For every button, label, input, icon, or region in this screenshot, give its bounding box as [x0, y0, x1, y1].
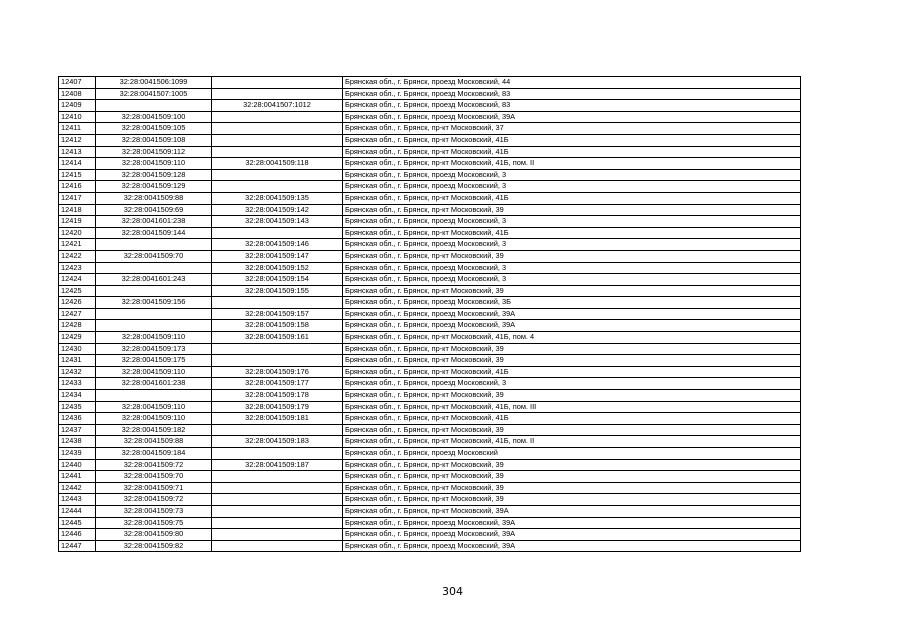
row-number-cell: 12425 — [59, 285, 96, 297]
parent-cadastral-number-cell: 32:28:0041509:176 — [212, 366, 343, 378]
parent-cadastral-number-cell: 32:28:0041509:181 — [212, 413, 343, 425]
table-row — [59, 100, 801, 112]
table-row — [59, 88, 801, 100]
table-row — [59, 111, 801, 123]
row-number-cell: 12439 — [59, 448, 96, 460]
parent-cadastral-number-cell — [212, 146, 343, 158]
row-number-cell: 12422 — [59, 250, 96, 262]
table-row — [59, 355, 801, 367]
table-row — [59, 227, 801, 239]
table-row — [59, 216, 801, 228]
row-number-cell: 12440 — [59, 459, 96, 471]
row-number-cell: 12433 — [59, 378, 96, 390]
cadastral-number-cell: 32:28:0041509:108 — [96, 134, 212, 146]
address-cell: Брянская обл., г. Брянск, пр-кт Московский, 41Б — [343, 192, 801, 204]
address-cell: Брянская обл., г. Брянск, пр-кт Московский, 39 — [343, 390, 801, 402]
cadastral-number-cell: 32:28:0041509:110 — [96, 158, 212, 170]
table-row — [59, 169, 801, 181]
parent-cadastral-number-cell: 32:28:0041509:157 — [212, 308, 343, 320]
address-cell: Брянская обл., г. Брянск, проезд Московский, 3 — [343, 216, 801, 228]
cadastral-number-cell: 32:28:0041509:184 — [96, 448, 212, 460]
address-cell: Брянская обл., г. Брянск, пр-кт Московский, 39 — [343, 355, 801, 367]
parent-cadastral-number-cell — [212, 227, 343, 239]
table-row — [59, 285, 801, 297]
parent-cadastral-number-cell: 32:28:0041509:179 — [212, 401, 343, 413]
row-number-cell: 12430 — [59, 343, 96, 355]
parent-cadastral-number-cell: 32:28:0041509:146 — [212, 239, 343, 251]
row-number-cell: 12413 — [59, 146, 96, 158]
cadastral-number-cell: 32:28:0041601:243 — [96, 274, 212, 286]
cadastral-number-cell — [96, 320, 212, 332]
parent-cadastral-number-cell — [212, 424, 343, 436]
cadastral-number-cell: 32:28:0041509:110 — [96, 332, 212, 344]
cadastral-number-cell: 32:28:0041509:88 — [96, 192, 212, 204]
address-cell: Брянская обл., г. Брянск, проезд Московский, 44 — [343, 77, 801, 89]
parent-cadastral-number-cell — [212, 77, 343, 89]
parent-cadastral-number-cell: 32:28:0041509:158 — [212, 320, 343, 332]
address-cell: Брянская обл., г. Брянск, пр-кт Московский, 39 — [343, 482, 801, 494]
row-number-cell: 12443 — [59, 494, 96, 506]
row-number-cell: 12434 — [59, 390, 96, 402]
table-row — [59, 540, 801, 552]
row-number-cell: 12431 — [59, 355, 96, 367]
table-row — [59, 482, 801, 494]
parent-cadastral-number-cell — [212, 343, 343, 355]
parent-cadastral-number-cell — [212, 540, 343, 552]
address-cell: Брянская обл., г. Брянск, пр-кт Московский, 41Б, пом. 4 — [343, 332, 801, 344]
cadastral-number-cell: 32:28:0041509:156 — [96, 297, 212, 309]
cadastral-number-cell: 32:28:0041509:88 — [96, 436, 212, 448]
address-cell: Брянская обл., г. Брянск, пр-кт Московский, 39 — [343, 285, 801, 297]
row-number-cell: 12410 — [59, 111, 96, 123]
parent-cadastral-number-cell: 32:28:0041509:187 — [212, 459, 343, 471]
parent-cadastral-number-cell: 32:28:0041509:143 — [212, 216, 343, 228]
cadastral-number-cell — [96, 390, 212, 402]
address-cell: Брянская обл., г. Брянск, проезд Московский, 3 — [343, 262, 801, 274]
table-row — [59, 181, 801, 193]
cadastral-number-cell: 32:28:0041509:173 — [96, 343, 212, 355]
table-row — [59, 459, 801, 471]
cadastral-number-cell: 32:28:0041509:72 — [96, 459, 212, 471]
row-number-cell: 12409 — [59, 100, 96, 112]
row-number-cell: 12408 — [59, 88, 96, 100]
table-row — [59, 378, 801, 390]
parent-cadastral-number-cell: 32:28:0041507:1012 — [212, 100, 343, 112]
cadastral-number-cell: 32:28:0041509:175 — [96, 355, 212, 367]
table-row — [59, 274, 801, 286]
cadastral-number-cell: 32:28:0041509:110 — [96, 366, 212, 378]
table-row — [59, 401, 801, 413]
parent-cadastral-number-cell — [212, 482, 343, 494]
cadastral-number-cell: 32:28:0041509:73 — [96, 505, 212, 517]
cadastral-number-cell: 32:28:0041509:82 — [96, 540, 212, 552]
address-cell: Брянская обл., г. Брянск, пр-кт Московский, 39 — [343, 250, 801, 262]
cadastral-number-cell — [96, 308, 212, 320]
address-cell: Брянская обл., г. Брянск, пр-кт Московский, 39 — [343, 471, 801, 483]
row-number-cell: 12420 — [59, 227, 96, 239]
row-number-cell: 12424 — [59, 274, 96, 286]
row-number-cell: 12414 — [59, 158, 96, 170]
address-cell: Брянская обл., г. Брянск, пр-кт Московский, 39 — [343, 204, 801, 216]
table-row — [59, 262, 801, 274]
parent-cadastral-number-cell: 32:28:0041509:147 — [212, 250, 343, 262]
table-row — [59, 77, 801, 89]
row-number-cell: 12429 — [59, 332, 96, 344]
cadastral-number-cell: 32:28:0041509:110 — [96, 413, 212, 425]
row-number-cell: 12407 — [59, 77, 96, 89]
cadastral-number-cell: 32:28:0041509:72 — [96, 494, 212, 506]
parent-cadastral-number-cell — [212, 169, 343, 181]
table-row — [59, 192, 801, 204]
table-row — [59, 308, 801, 320]
parent-cadastral-number-cell: 32:28:0041509:135 — [212, 192, 343, 204]
row-number-cell: 12423 — [59, 262, 96, 274]
table-row — [59, 320, 801, 332]
parent-cadastral-number-cell: 32:28:0041509:178 — [212, 390, 343, 402]
cadastral-number-cell — [96, 239, 212, 251]
cadastral-number-cell — [96, 285, 212, 297]
address-cell: Брянская обл., г. Брянск, пр-кт Московский, 37 — [343, 123, 801, 135]
table-row — [59, 297, 801, 309]
cadastral-number-cell: 32:28:0041509:128 — [96, 169, 212, 181]
row-number-cell: 12417 — [59, 192, 96, 204]
row-number-cell: 12447 — [59, 540, 96, 552]
address-cell: Брянская обл., г. Брянск, проезд Московский, 83 — [343, 88, 801, 100]
table-row — [59, 123, 801, 135]
table-row — [59, 239, 801, 251]
parent-cadastral-number-cell — [212, 529, 343, 541]
property-table-body — [59, 77, 801, 552]
address-cell: Брянская обл., г. Брянск, пр-кт Московский, 39 — [343, 494, 801, 506]
address-cell: Брянская обл., г. Брянск, проезд Московский, 3 — [343, 181, 801, 193]
parent-cadastral-number-cell — [212, 494, 343, 506]
cadastral-number-cell: 32:28:0041509:71 — [96, 482, 212, 494]
parent-cadastral-number-cell: 32:28:0041509:152 — [212, 262, 343, 274]
address-cell: Брянская обл., г. Брянск, проезд Московский, 3 — [343, 274, 801, 286]
row-number-cell: 12412 — [59, 134, 96, 146]
table-row — [59, 343, 801, 355]
table-row — [59, 424, 801, 436]
address-cell: Брянская обл., г. Брянск, проезд Московский, 39А — [343, 540, 801, 552]
table-row — [59, 390, 801, 402]
table-row — [59, 436, 801, 448]
address-cell: Брянская обл., г. Брянск, проезд Московский, 83 — [343, 100, 801, 112]
parent-cadastral-number-cell — [212, 355, 343, 367]
table-row — [59, 413, 801, 425]
address-cell: Брянская обл., г. Брянск, проезд Московский, 39А — [343, 517, 801, 529]
address-cell: Брянская обл., г. Брянск, пр-кт Московский, 39 — [343, 424, 801, 436]
table-row — [59, 494, 801, 506]
parent-cadastral-number-cell: 32:28:0041509:177 — [212, 378, 343, 390]
table-row — [59, 529, 801, 541]
table-row — [59, 204, 801, 216]
parent-cadastral-number-cell — [212, 448, 343, 460]
row-number-cell: 12428 — [59, 320, 96, 332]
address-cell: Брянская обл., г. Брянск, проезд Московский, 3Б — [343, 297, 801, 309]
cadastral-number-cell — [96, 100, 212, 112]
row-number-cell: 12426 — [59, 297, 96, 309]
row-number-cell: 12441 — [59, 471, 96, 483]
table-row — [59, 250, 801, 262]
row-number-cell: 12445 — [59, 517, 96, 529]
cadastral-number-cell: 32:28:0041509:80 — [96, 529, 212, 541]
parent-cadastral-number-cell: 32:28:0041509:183 — [212, 436, 343, 448]
table-row — [59, 517, 801, 529]
address-cell: Брянская обл., г. Брянск, пр-кт Московский, 41Б — [343, 227, 801, 239]
parent-cadastral-number-cell — [212, 123, 343, 135]
parent-cadastral-number-cell — [212, 297, 343, 309]
address-cell: Брянская обл., г. Брянск, пр-кт Московский, 41Б, пом. II — [343, 158, 801, 170]
row-number-cell: 12418 — [59, 204, 96, 216]
parent-cadastral-number-cell: 32:28:0041509:118 — [212, 158, 343, 170]
parent-cadastral-number-cell — [212, 505, 343, 517]
cadastral-number-cell: 32:28:0041509:70 — [96, 250, 212, 262]
row-number-cell: 12438 — [59, 436, 96, 448]
row-number-cell: 12427 — [59, 308, 96, 320]
parent-cadastral-number-cell: 32:28:0041509:161 — [212, 332, 343, 344]
row-number-cell: 12435 — [59, 401, 96, 413]
address-cell: Брянская обл., г. Брянск, проезд Московский, 39А — [343, 111, 801, 123]
cadastral-number-cell: 32:28:0041509:129 — [96, 181, 212, 193]
address-cell: Брянская обл., г. Брянск, пр-кт Московский, 39А — [343, 505, 801, 517]
parent-cadastral-number-cell — [212, 134, 343, 146]
row-number-cell: 12446 — [59, 529, 96, 541]
row-number-cell: 12437 — [59, 424, 96, 436]
cadastral-number-cell: 32:28:0041509:75 — [96, 517, 212, 529]
row-number-cell: 12419 — [59, 216, 96, 228]
address-cell: Брянская обл., г. Брянск, проезд Московский — [343, 448, 801, 460]
row-number-cell: 12432 — [59, 366, 96, 378]
parent-cadastral-number-cell — [212, 88, 343, 100]
cadastral-number-cell: 32:28:0041506:1099 — [96, 77, 212, 89]
cadastral-number-cell: 32:28:0041509:112 — [96, 146, 212, 158]
parent-cadastral-number-cell — [212, 111, 343, 123]
page-number: 304 — [442, 585, 463, 598]
table-row — [59, 332, 801, 344]
table-row — [59, 448, 801, 460]
parent-cadastral-number-cell — [212, 517, 343, 529]
address-cell: Брянская обл., г. Брянск, пр-кт Московский, 41Б — [343, 413, 801, 425]
parent-cadastral-number-cell: 32:28:0041509:142 — [212, 204, 343, 216]
address-cell: Брянская обл., г. Брянск, пр-кт Московский, 41Б — [343, 146, 801, 158]
row-number-cell: 12416 — [59, 181, 96, 193]
table-row — [59, 134, 801, 146]
parent-cadastral-number-cell — [212, 181, 343, 193]
row-number-cell: 12411 — [59, 123, 96, 135]
cadastral-number-cell: 32:28:0041509:69 — [96, 204, 212, 216]
cadastral-number-cell: 32:28:0041509:105 — [96, 123, 212, 135]
address-cell: Брянская обл., г. Брянск, проезд Московский, 39А — [343, 320, 801, 332]
table-row — [59, 146, 801, 158]
cadastral-number-cell: 32:28:0041509:110 — [96, 401, 212, 413]
row-number-cell: 12415 — [59, 169, 96, 181]
address-cell: Брянская обл., г. Брянск, проезд Московский, 3 — [343, 169, 801, 181]
cadastral-number-cell: 32:28:0041509:70 — [96, 471, 212, 483]
row-number-cell: 12436 — [59, 413, 96, 425]
parent-cadastral-number-cell: 32:28:0041509:154 — [212, 274, 343, 286]
address-cell: Брянская обл., г. Брянск, проезд Московский, 39А — [343, 308, 801, 320]
address-cell: Брянская обл., г. Брянск, пр-кт Московский, 41Б, пом. III — [343, 401, 801, 413]
table-row — [59, 366, 801, 378]
row-number-cell: 12442 — [59, 482, 96, 494]
address-cell: Брянская обл., г. Брянск, пр-кт Московский, 39 — [343, 343, 801, 355]
cadastral-number-cell — [96, 262, 212, 274]
row-number-cell: 12444 — [59, 505, 96, 517]
property-table — [58, 76, 801, 552]
cadastral-number-cell: 32:28:0041509:182 — [96, 424, 212, 436]
cadastral-number-cell: 32:28:0041509:100 — [96, 111, 212, 123]
address-cell: Брянская обл., г. Брянск, проезд Московский, 3 — [343, 239, 801, 251]
address-cell: Брянская обл., г. Брянск, проезд Московский, 39А — [343, 529, 801, 541]
address-cell: Брянская обл., г. Брянск, пр-кт Московский, 39 — [343, 459, 801, 471]
row-number-cell: 12421 — [59, 239, 96, 251]
address-cell: Брянская обл., г. Брянск, проезд Московский, 3 — [343, 378, 801, 390]
address-cell: Брянская обл., г. Брянск, пр-кт Московский, 41Б — [343, 366, 801, 378]
table-row — [59, 471, 801, 483]
cadastral-number-cell: 32:28:0041507:1005 — [96, 88, 212, 100]
address-cell: Брянская обл., г. Брянск, пр-кт Московский, 41Б, пом. II — [343, 436, 801, 448]
cadastral-number-cell: 32:28:0041601:238 — [96, 378, 212, 390]
table-row — [59, 158, 801, 170]
address-cell: Брянская обл., г. Брянск, пр-кт Московский, 41Б — [343, 134, 801, 146]
parent-cadastral-number-cell — [212, 471, 343, 483]
parent-cadastral-number-cell: 32:28:0041509:155 — [212, 285, 343, 297]
table-row — [59, 505, 801, 517]
cadastral-number-cell: 32:28:0041601:238 — [96, 216, 212, 228]
cadastral-number-cell: 32:28:0041509:144 — [96, 227, 212, 239]
